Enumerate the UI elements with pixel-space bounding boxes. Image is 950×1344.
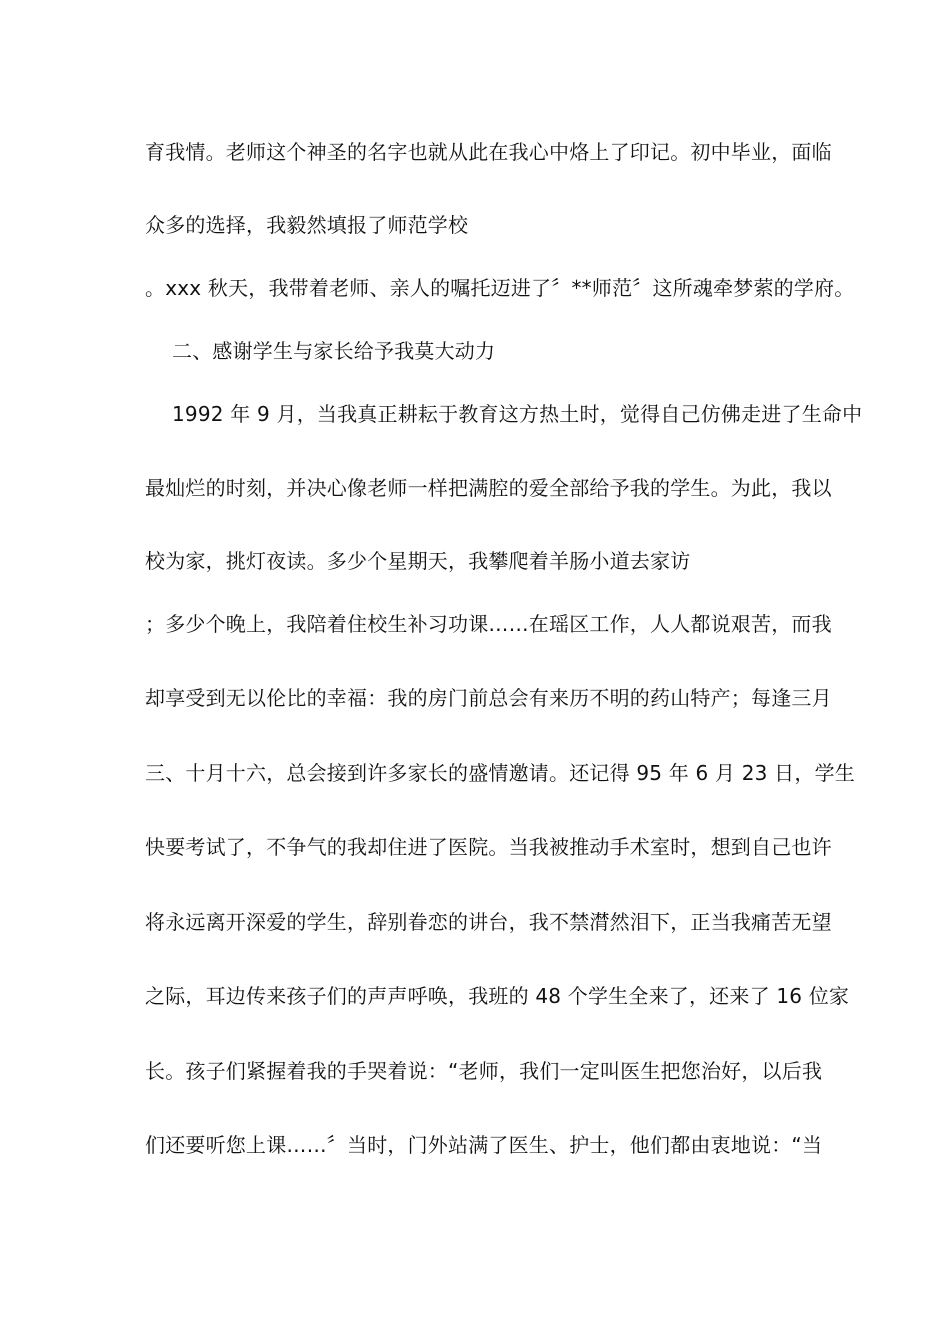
text-line: 三、十月十六，总会接到许多家长的盛情邀请。还记得 95 年 6 月 23 日，学生 [145, 761, 855, 785]
text-line: 却享受到无以伦比的幸福：我的房门前总会有来历不明的药山特产；每逢三月 [145, 686, 832, 710]
text-line: ；多少个晚上，我陪着住校生补习功课……在瑶区工作，人人都说艰苦，而我 [145, 612, 832, 636]
text-line: 之际，耳边传来孩子们的声声呼唤，我班的 48 个学生全来了，还来了 16 位家 [145, 984, 850, 1008]
text-line: 快要考试了，不争气的我却住进了医院。当我被推动手术室时，想到自己也许 [145, 835, 832, 859]
text-line: 。xxx 秋天，我带着老师、亲人的嘱托迈进了〞**师范〞这所魂牵梦萦的学府。 [145, 276, 855, 300]
text-line: 将永远离开深爱的学生，辞别眷恋的讲台，我不禁潸然泪下，正当我痛苦无望 [145, 910, 832, 934]
text-line: 1992 年 9 月，当我真正耕耘于教育这方热土时，觉得自己仿佛走进了生命中 [172, 402, 863, 426]
text-line: 育我情。老师这个神圣的名字也就从此在我心中烙上了印记。初中毕业，面临 [145, 140, 832, 164]
text-line: 长。孩子们紧握着我的手哭着说：“老师，我们一定叫医生把您治好，以后我 [145, 1059, 823, 1083]
text-line: 最灿烂的时刻，并决心像老师一样把满腔的爱全部给予我的学生。为此，我以 [145, 476, 832, 500]
text-line: 们还要听您上课……〞当时，门外站满了医生、护士，他们都由衷地说：“当 [145, 1133, 823, 1157]
text-line: 校为家，挑灯夜读。多少个星期天，我攀爬着羊肠小道去家访 [145, 549, 691, 573]
text-line: 众多的选择，我毅然填报了师范学校 [145, 213, 469, 237]
section-heading: 二、感谢学生与家长给予我莫大动力 [172, 339, 496, 363]
